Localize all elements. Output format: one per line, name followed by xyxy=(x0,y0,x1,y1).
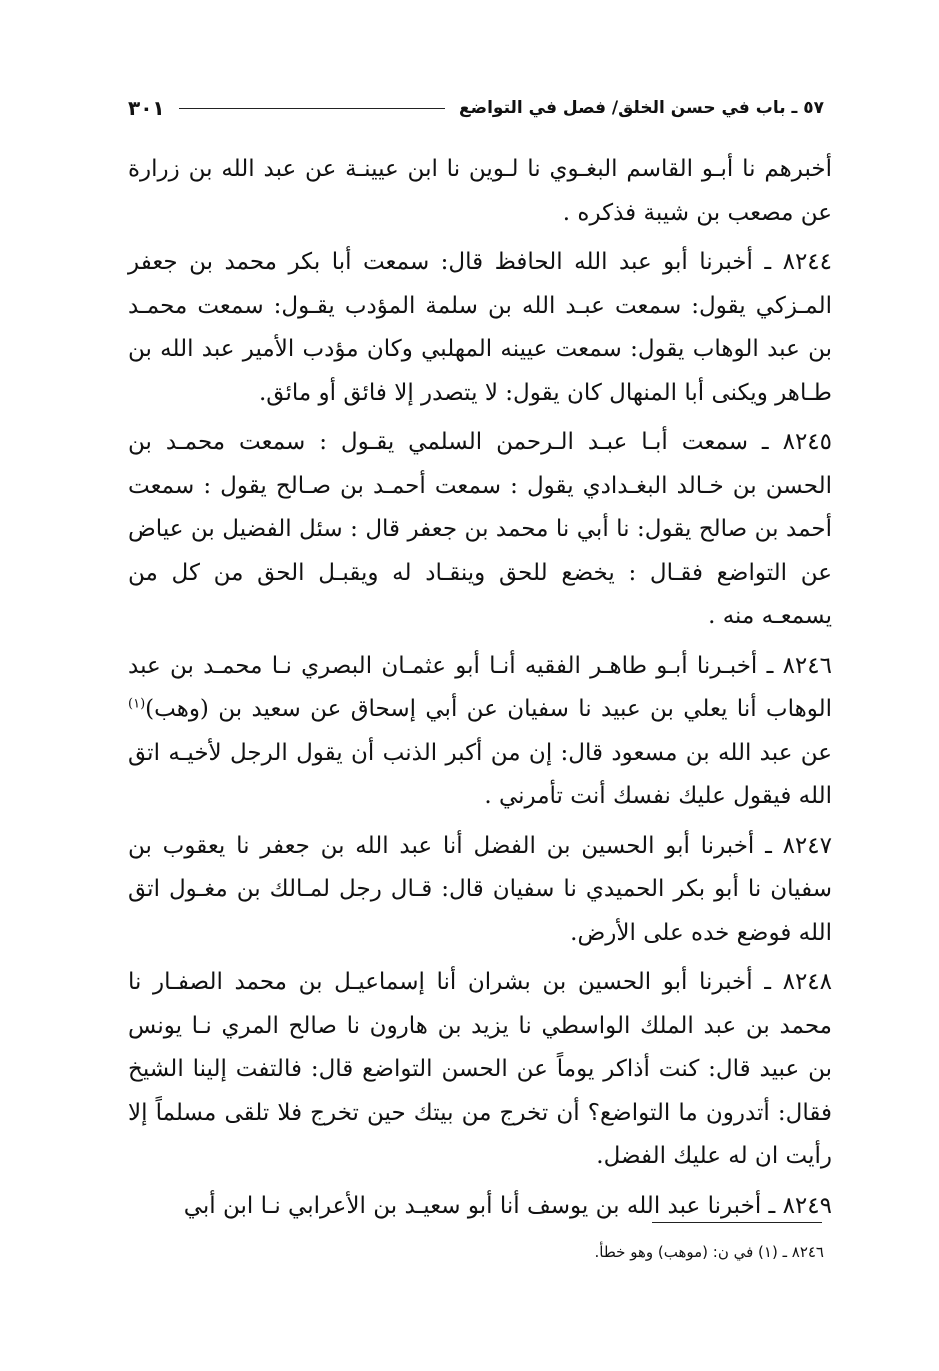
entry-8247 xyxy=(128,825,832,956)
chapter-title: ٥٧ ـ باب في حسن الخلق/ فصل في التواضع xyxy=(459,98,824,118)
footnote-marker[interactable]: (١) xyxy=(128,696,146,712)
entry-text: ـ أخبرنا أبو الحسين بن الفضل أنا عبد الله بن جعفر نا يعقوب بن سفيان نا أبو بكر الحميدي نا سفيان قال: قـال رجل لمـالك بن مغـول اتق الله فوضع خده على الأرض. xyxy=(128,832,832,946)
entry-8245 xyxy=(128,421,832,639)
entry-text: ـ أخبرنا أبو الحسين بن بشران أنا إسماعيـل بن محمد الصفـار نا محمد بن عبد الملك الواسطي نا يزيد بن هارون نا صالح المري نـا يونس بن عبيد قال: كنت أذاكر يوماً عن الحسن التواضع قال: فالتفت إلينا الشيخ فقال: أتدرون ما التواضع؟ أن تخرج من بيتك حين تخرج فلا تلقى مسلماً إلا رأيت ان له عليك الفضل. xyxy=(128,969,832,1169)
entry-8246 xyxy=(128,645,832,819)
entry-text: ـ أخبرنا عبد الله بن يوسف أنا أبو سعيـد بن الأعرابي نـا ابن أبي xyxy=(183,1192,776,1219)
entry-number: ٨٢٤٤ xyxy=(782,249,833,275)
entry-number: ٨٢٤٦ xyxy=(782,652,832,679)
entry-8248 xyxy=(128,961,832,1179)
entry-text-continued: عن عبد الله بن مسعود قال: إن من أكبر الذنب أن يقول الرجل لأخيـه اتق الله فيقول عليك نفسك أنت تأمرني . xyxy=(128,739,832,809)
entry-8244 xyxy=(128,241,832,415)
entry-text: ـ أخبرنا أبو عبد الله الحافظ قال: سمعت أبا بكر محمد بن جعفر المـزكي يقول: سمعت عبـد الله بن سلمة المؤدب يقـول: سمعت محمـد بن عبد الوهاب يقول: سمعت عيينه المهلبي وكان مؤدب الأمير عبد الله بن طـاهر ويكنى أبا المنهال كان يقول: لا يتصدر إلا فائق أو مائق. xyxy=(128,249,832,406)
entry-number: ٨٢٤٩ xyxy=(782,1192,832,1219)
entry-number: ٨٢٤٥ xyxy=(782,429,833,455)
page-number: ٣٠١ xyxy=(128,96,165,120)
entry-text: ـ سمعت أبـا عبـد الـرحمن السلمي يقـول : سمعت محمـد بن الحسن بن خـالد البغـدادي يقول : سمعت أحمـد بن صـالح يقول : سمعت أحمد بن صالح يقول: نا أبي نا محمد بن جعفر قال : سئل الفضيل بن عياض عن التواضع فقـال : يخضع للحق وينقـاد له ويقبـل الحق من كل من يسمعـه منه . xyxy=(128,429,832,629)
footnote xyxy=(128,1240,824,1264)
entry-text: ـ أخبـرنا أبـو طاهـر الفقيه أنـا أبو عثمـان البصري نـا محمـد بن عبد الوهاب أنا يعلي بن عبيد نا سفيان عن أبي إسحاق عن سعيد بن (وهب) xyxy=(128,652,832,722)
running-header xyxy=(128,92,824,124)
entry-number: ٨٢٤٨ xyxy=(782,969,833,995)
entry-continuation xyxy=(128,148,832,235)
entry-text: أخبرهم نا أبـو القاسم البغـوي نا لـوين نا ابن عيينـة عن عبد الله بن زرارة عن مصعب بن شيبة فذكره . xyxy=(128,156,832,226)
header-rule xyxy=(179,108,445,109)
footnote-separator xyxy=(652,1222,822,1223)
entry-number: ٨٢٤٧ xyxy=(782,832,832,859)
main-text xyxy=(128,148,832,1234)
footnote-text: ٨٢٤٦ ـ (١) في ن: (موهب) وهو خطأ. xyxy=(594,1243,824,1261)
